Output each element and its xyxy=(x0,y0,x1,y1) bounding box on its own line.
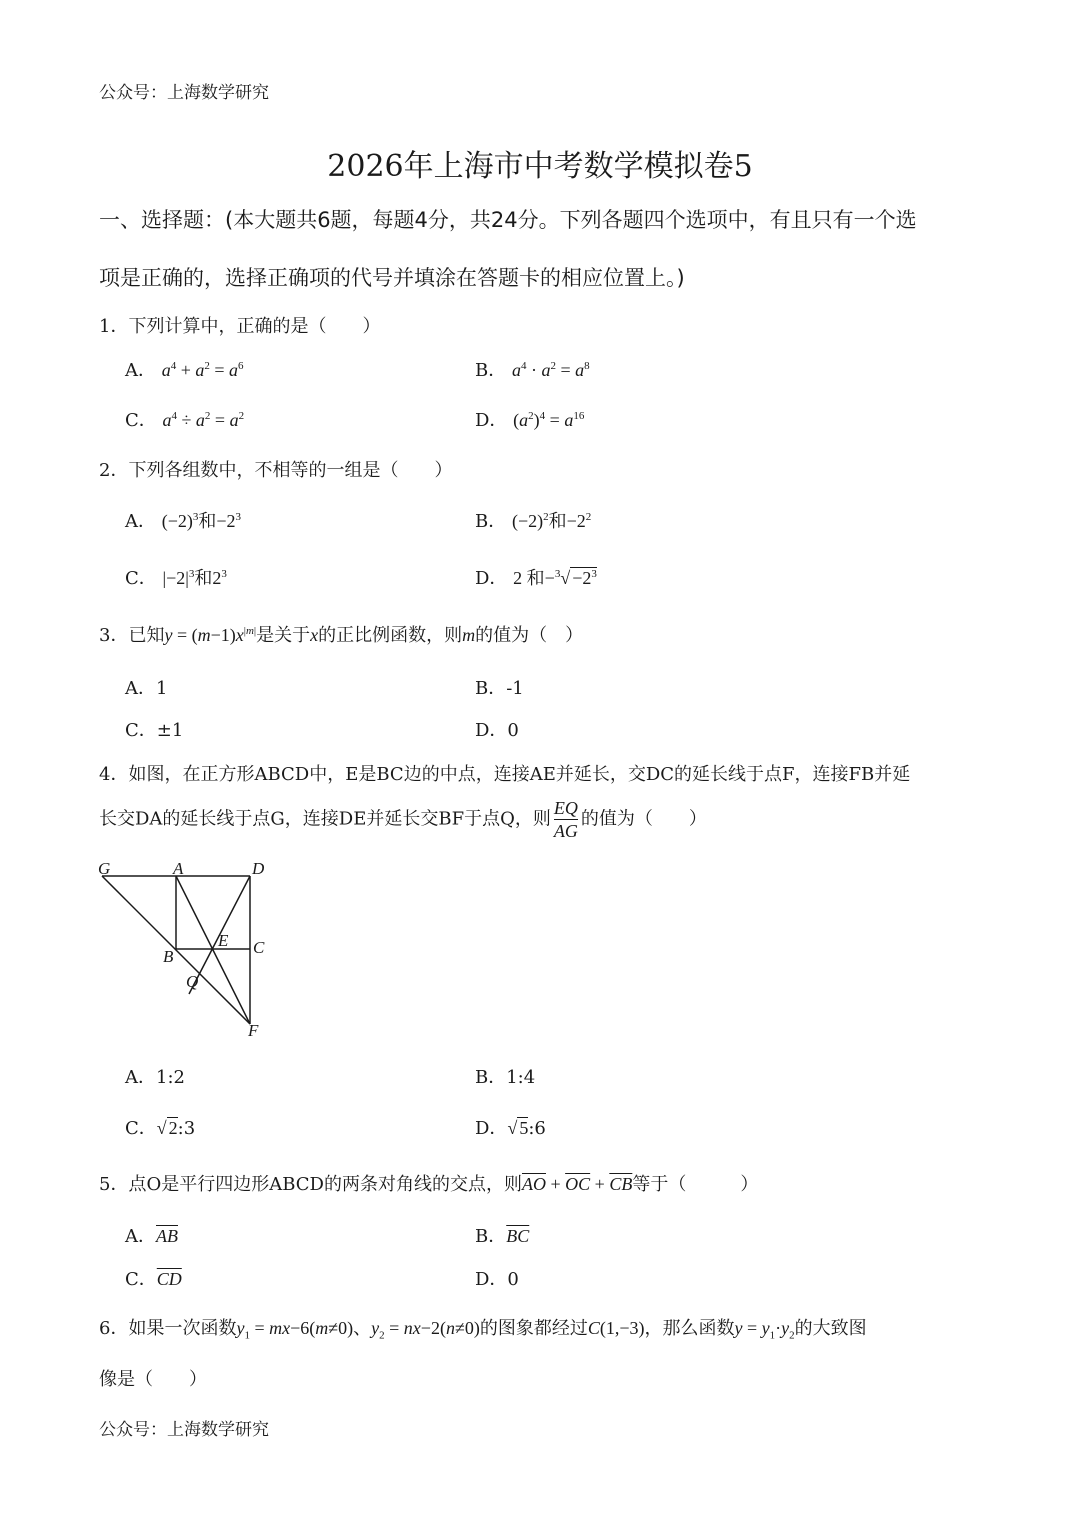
question-4-stem-line1: 4．如图，在正方形ABCD中，E是BC边的中点，连接AE并延长，交DC的延长线于点F，连接FB并延 xyxy=(99,764,911,785)
q1-option-d[interactable]: D． $(a^2)^4 = a^{16}$ xyxy=(475,410,585,431)
question-4-stem-line2: 长交DA的延长线于点G，连接DE并延长交BF于点Q，则 $\frac{EQ}{AG}$ 的值为（ ） xyxy=(99,798,707,841)
label-a: A xyxy=(173,859,184,878)
q2-option-a[interactable]: A． $(-2)^3$和$-2^3$ xyxy=(125,511,242,532)
label-q: Q xyxy=(186,972,199,991)
q3-option-d[interactable]: D．0 xyxy=(475,720,519,741)
q4-fraction: $\frac{EQ}{AG}$ xyxy=(553,798,578,841)
q4-option-c[interactable]: C．√ 2:3 xyxy=(125,1118,196,1139)
q2-option-b[interactable]: B． $(-2)^2$和$-2^2$ xyxy=(475,511,592,532)
q4-option-d[interactable]: D．√ 5:6 xyxy=(475,1118,546,1139)
page-title: 2026年上海市中考数学模拟卷5 xyxy=(327,149,753,184)
footer-note: 公众号：上海数学研究 xyxy=(99,1420,269,1440)
q3-option-c[interactable]: C．±1 xyxy=(125,720,184,741)
q3-option-b[interactable]: B．-1 xyxy=(475,678,524,699)
q1-option-a[interactable]: A． $a^4 + a^2 = a^6$ xyxy=(125,360,244,381)
question-3-stem: 3．已知$y = (m-1)x^{|m|}$是关于x的正比例函数，则m的值为（ ） xyxy=(99,625,584,646)
q4-option-b[interactable]: B．1:4 xyxy=(475,1067,536,1088)
q4-option-a[interactable]: A．1:2 xyxy=(125,1067,185,1088)
q1-option-c[interactable]: C． $a^4 \div a^2 = a^2$ xyxy=(125,410,245,431)
label-e: E xyxy=(218,931,229,950)
label-b: B xyxy=(163,947,174,966)
section-instructions-line1: 一、选择题：(本大题共6题，每题4分，共24分。下列各题四个选项中，有且只有一个选 xyxy=(99,208,917,232)
question-6-stem-line2: 像是（ ） xyxy=(99,1369,207,1390)
question-1-stem: 1．下列计算中，正确的是（ ） xyxy=(99,316,381,337)
square-geometry-figure xyxy=(94,854,284,1044)
q3-option-a[interactable]: A．1 xyxy=(125,678,168,699)
q1-option-b[interactable]: B． $a^4 \cdot a^2 = a^8$ xyxy=(475,360,590,381)
label-f: F xyxy=(248,1021,259,1040)
q5-option-d[interactable]: D．0 xyxy=(475,1269,519,1290)
label-g: G xyxy=(98,859,111,878)
q2-option-d[interactable]: D． 2 和$-^3√ -2^3$ xyxy=(475,568,597,589)
question-5-stem: 5．点O是平行四边形ABCD的两条对角线的交点，则$\overline{AO} + \overline{OC} + \overline{CB}$等于（ ） xyxy=(99,1174,759,1195)
q5-option-b[interactable]: B．$\overline{BC}$ xyxy=(475,1226,530,1247)
q2-option-c[interactable]: C． $|-2|^3$和$2^3$ xyxy=(125,568,227,589)
section-instructions-line2: 项是正确的，选择正确项的代号并填涂在答题卡的相应位置上。) xyxy=(99,266,685,290)
question-2-stem: 2．下列各组数中，不相等的一组是（ ） xyxy=(99,460,453,481)
label-d: D xyxy=(252,859,265,878)
header-note: 公众号：上海数学研究 xyxy=(99,83,269,103)
question-6-stem-line1: 6．如果一次函数$y_1 = mx-6(m\ne 0)$、$y_2 = nx-2(n\ne 0)$的图象都经过C(1,−3)，那么函数$y = y_1\cdot y_2$的大致图 xyxy=(99,1318,867,1342)
q5-option-a[interactable]: A．$\overline{AB}$ xyxy=(125,1226,178,1247)
q5-option-c[interactable]: C．$\overline{CD}$ xyxy=(125,1269,182,1290)
label-c: C xyxy=(253,938,265,957)
